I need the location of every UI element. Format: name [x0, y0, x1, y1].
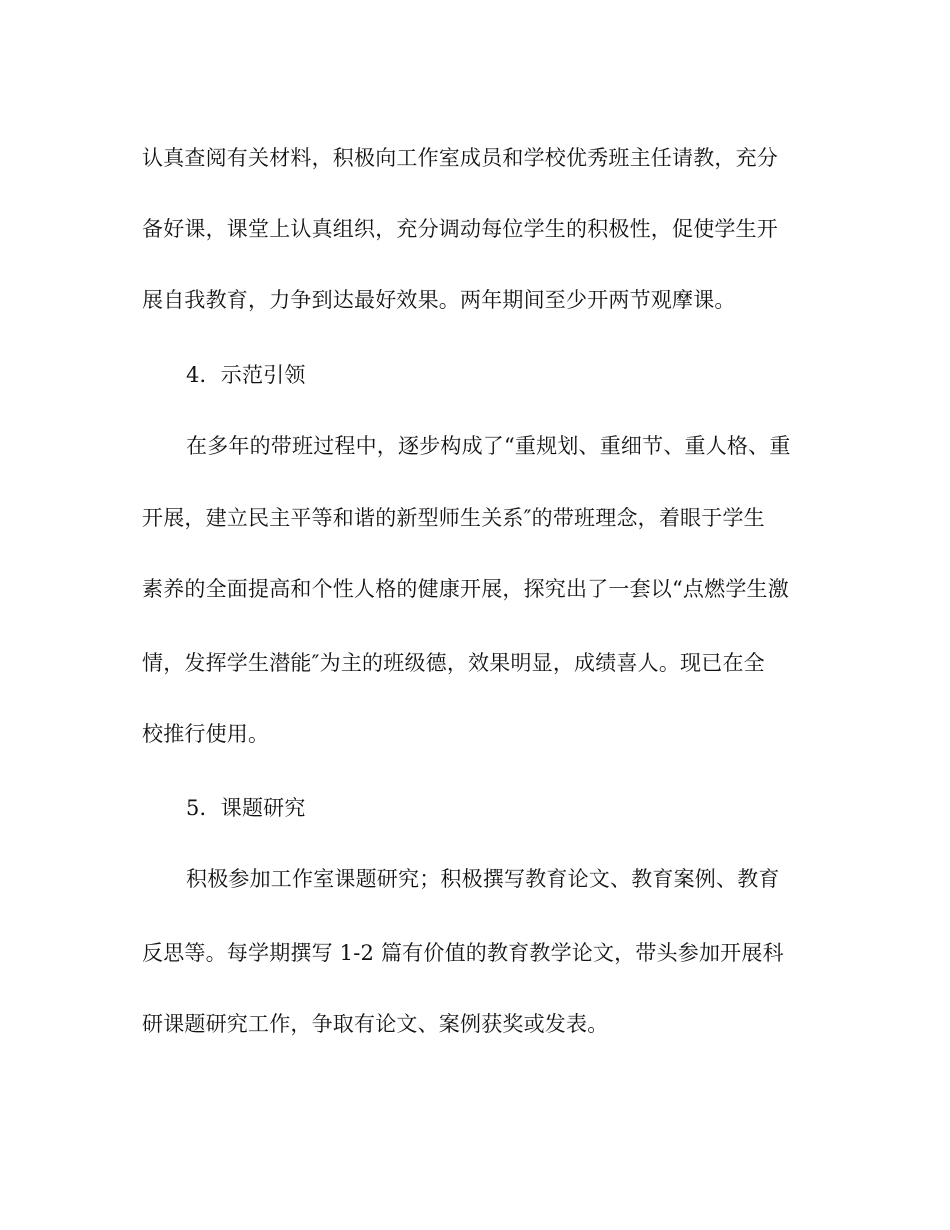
paragraph-2-line-2: 开展，建立民主平等和谐的新型师生关系″的带班理念，着眼于学生 [142, 506, 765, 530]
paragraph-2-line-1: 在多年的带班过程中，逐步构成了“重规划、重细节、重人格、重 [186, 434, 791, 458]
paragraph-3-line-1: 积极参加工作室课题研究；积极撰写教育论文、教育案例、教育 [186, 867, 780, 891]
paragraph-1-line-2: 备好课，课堂上认真组织，充分调动每位学生的积极性，促使学生开 [142, 217, 778, 241]
paragraph-2-line-3: 素养的全面提高和个性人格的健康开展，探究出了一套以“点燃学生激 [142, 577, 789, 601]
section-heading-5: 5．课题研究 [186, 796, 306, 820]
paragraph-1-line-1: 认真查阅有关材料，积极向工作室成员和学校优秀班主任请教，充分 [142, 146, 778, 170]
paragraph-3-line-3: 研课题研究工作，争取有论文、案例获奖或发表。 [142, 1012, 609, 1036]
paragraph-2-line-5: 校推行使用。 [142, 722, 270, 746]
paragraph-2-line-4: 情，发挥学生潜能″为主的班级德，效果明显，成绩喜人。现已在全 [142, 651, 765, 675]
paragraph-1-line-3: 展自我教育，力争到达最好效果。两年期间至少开两节观摩课。 [142, 288, 736, 312]
section-heading-4: 4．示范引领 [186, 363, 306, 387]
paragraph-3-line-2: 反思等。每学期撰写 1-2 篇有价值的教育教学论文，带头参加开展科 [142, 941, 784, 965]
